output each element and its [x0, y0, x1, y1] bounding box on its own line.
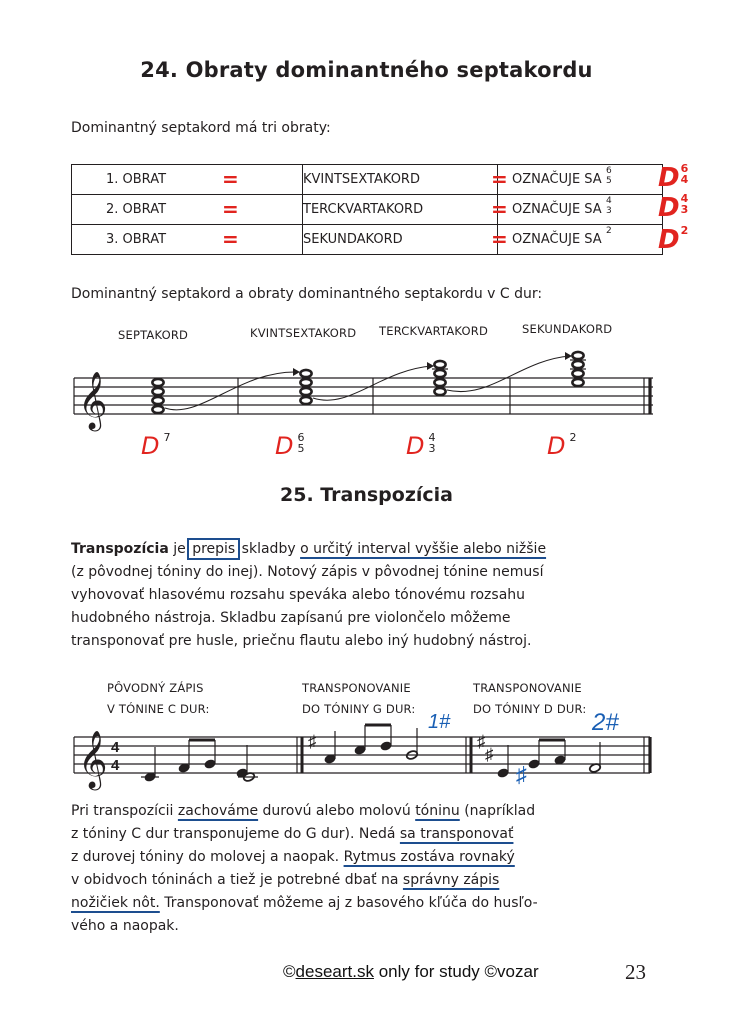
- staff2-lines: [74, 737, 650, 773]
- underlined-interval: o určitý interval vyššie alebo nižšie: [300, 541, 547, 557]
- handwritten-d-label: D 6 4: [658, 162, 689, 193]
- handwritten-d-label: D 4 3: [658, 192, 689, 223]
- transposition-paragraph: Transpozícia je prepis skladby o určitý interval vyššie alebo nižšie (z pôvodnej tóniny do inej). Notový zápis v pôvodnej tónine nemusí vyhovovať hlasovému rozsahu speváka alebo tónovému rozsahu hudobného nástroja. Skladbu zapísanú pre violončelo môžeme transponovať pre husle, priečnu flautu alebo iný hudobný nástroj.: [71, 541, 547, 649]
- inversion-name: SEKUNDAKORD =: [303, 225, 498, 255]
- chord-label-kvintsextakord: KVINTSEXTAKORD: [250, 326, 357, 340]
- time-sig-top: 4: [111, 739, 120, 756]
- time-sig-bottom: 4: [111, 757, 120, 774]
- sharp-icon: ♯: [477, 732, 486, 751]
- inversion-number: 1. OBRAT =: [72, 165, 303, 195]
- chord-label-terckvartakord: TERCKVARTAKORD: [379, 324, 489, 338]
- handwritten-key-d: 2#: [592, 709, 619, 736]
- footer-link[interactable]: deseart.sk: [295, 962, 374, 981]
- handwritten-d-label: D 2: [658, 224, 689, 255]
- label-d-dur: TRANSPONOVANIE DO TÓNINY D DUR:: [473, 681, 587, 716]
- section-title-24: 24. Obraty dominantného septakordu: [140, 58, 593, 82]
- melody-g-dur: [324, 725, 418, 764]
- section-title-25: 25. Transpozícia: [280, 484, 453, 506]
- inversion-figure: OZNAČUJE SA 2: [498, 225, 663, 255]
- inversion-number: 2. OBRAT =: [72, 195, 303, 225]
- chord-symbol: D 6 5: [275, 431, 305, 460]
- chord-label-septakord: SEPTAKORD: [118, 328, 189, 342]
- sharp-icon: ♯: [308, 732, 317, 751]
- label-g-dur: TRANSPONOVANIE DO TÓNINY G DUR:: [302, 681, 416, 716]
- handwritten-key-g: 1#: [428, 711, 451, 733]
- inversion-number: 3. OBRAT =: [72, 225, 303, 255]
- handwritten-equals-icon: =: [491, 227, 508, 251]
- term-transpozicia: Transpozícia: [71, 541, 169, 557]
- page-number: 23: [625, 960, 646, 984]
- handwritten-equals-icon: =: [222, 167, 239, 191]
- inversion-name: TERCKVARTAKORD =: [303, 195, 498, 225]
- inversion-figure: OZNAČUJE SA 4 3: [498, 195, 663, 225]
- staff-intro-text: Dominantný septakord a obraty dominantného septakordu v C dur:: [71, 286, 543, 302]
- handwritten-equals-icon: =: [491, 167, 508, 191]
- chord-symbol: D 2: [547, 431, 577, 460]
- chord-label-sekundakord: SEKUNDAKORD: [522, 322, 613, 336]
- boxed-word: prepis: [192, 541, 236, 557]
- inversion-figure: OZNAČUJE SA 6 5: [498, 165, 663, 195]
- handwritten-equals-icon: =: [222, 227, 239, 251]
- sharp-icon: ♯: [485, 745, 494, 764]
- handwritten-sharp-icon: ♯: [516, 762, 527, 787]
- intro-text: Dominantný septakord má tri obraty:: [71, 120, 331, 136]
- label-original: PÔVODNÝ ZÁPIS V TÓNINE C DUR:: [107, 681, 210, 716]
- footer-copyright: ©deseart.sk only for study ©vozar: [283, 962, 539, 981]
- chord-symbol: D 4 3: [406, 431, 436, 460]
- treble-clef-icon: 𝄞: [78, 372, 108, 428]
- treble-clef-icon: 𝄞: [78, 731, 108, 787]
- chord-symbol: D 7: [141, 431, 171, 460]
- handwritten-equals-icon: =: [222, 197, 239, 221]
- rules-paragraph: Pri transpozícii zachováme durovú alebo molovú tóninu (napríklad z tóniny C dur transponujeme do G dur). Nedá sa transponovať z durovej tóniny do molovej a naopak. Rytmus zostáva rovnaký v obidvoch tóninách a tiež je potrebné dbať na správny zápis nožičiek nôt. Transponovať môžeme aj z basového kľúča do husľo- vého a naopak.: [71, 803, 538, 934]
- handwritten-equals-icon: =: [491, 197, 508, 221]
- inversion-name: KVINTSEXTAKORD =: [303, 165, 498, 195]
